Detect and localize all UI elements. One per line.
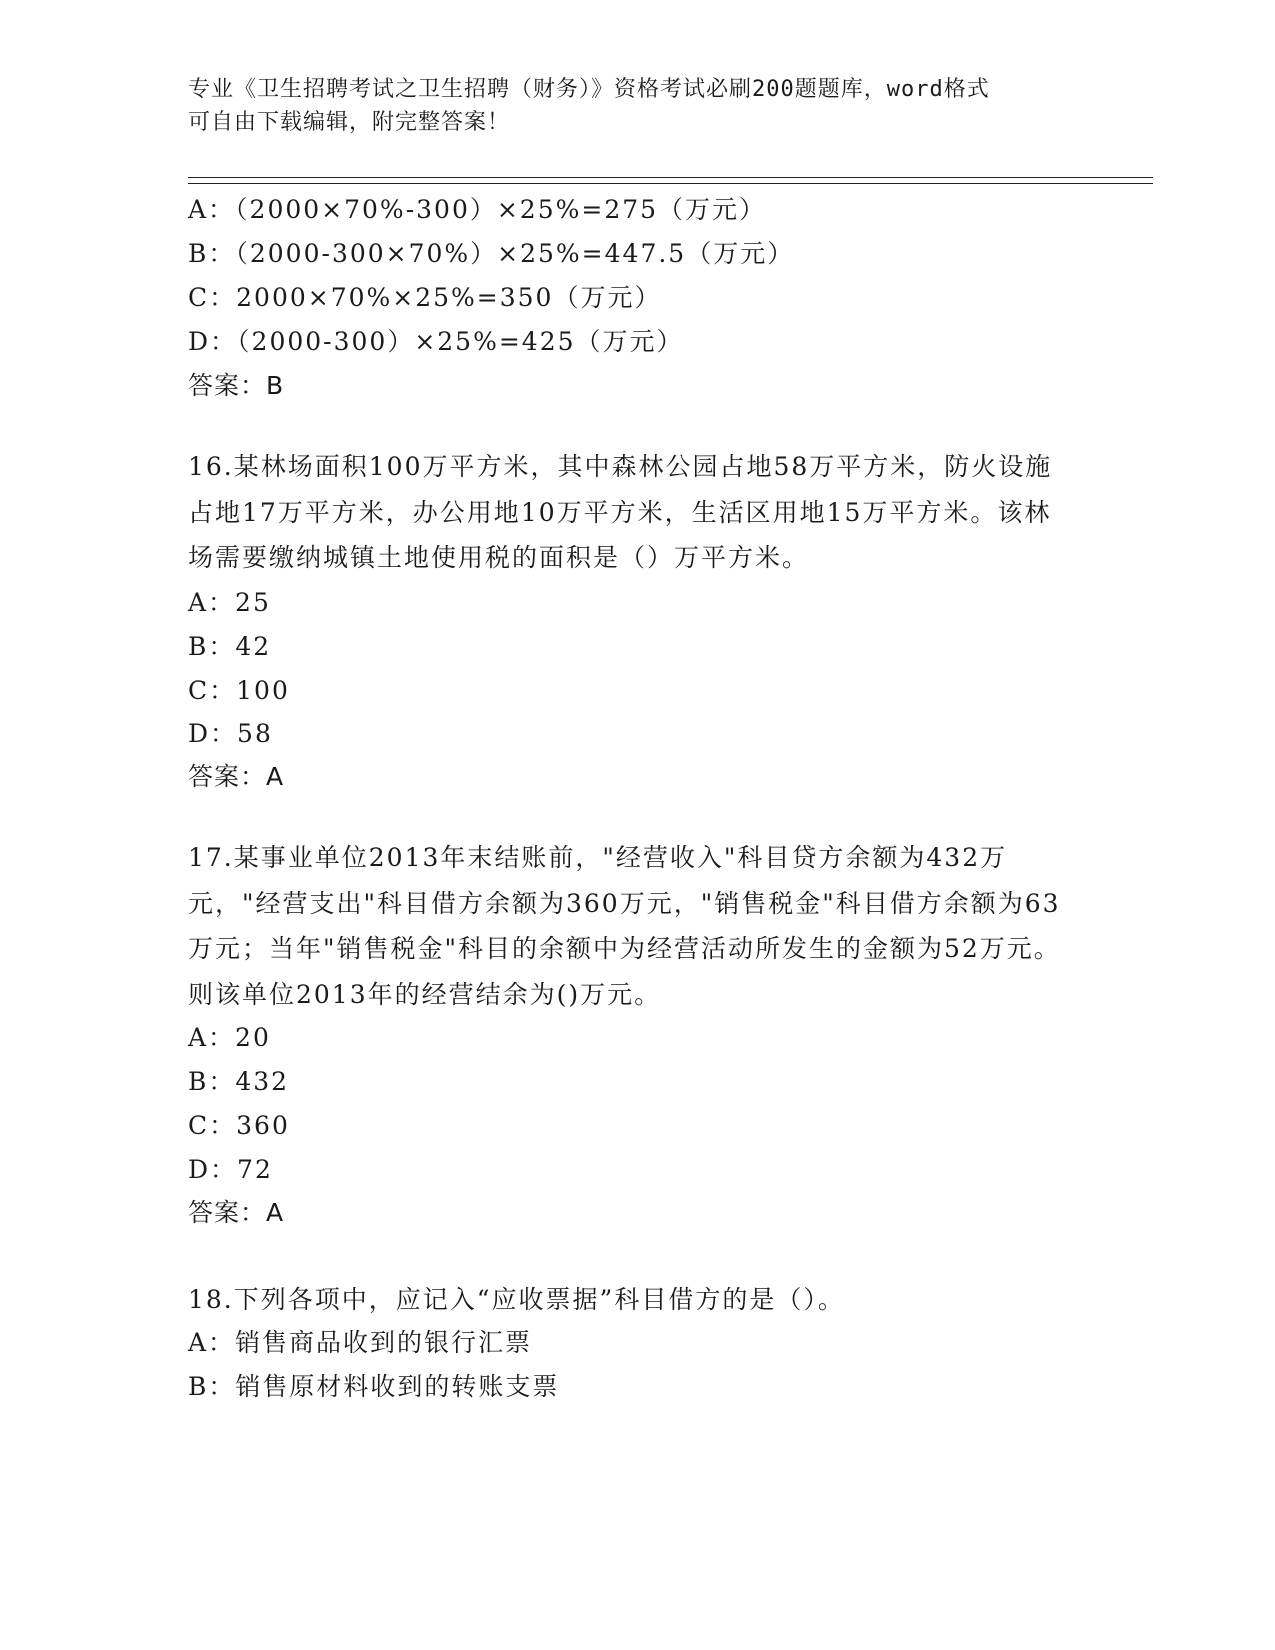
q17-option-b: B：432 (188, 1067, 290, 1096)
q18-stem: 18.下列各项中，应记入“应收票据”科目借方的是（）。 (188, 1285, 845, 1314)
q16-option-b: B：42 (188, 632, 272, 661)
q17-stem: 17.某事业单位2013年末结账前，"经营收入"科目贷方余额为432万元，"经营支出"科目借方余额为360万元，"销售税金"科目借方余额为63万元；当年"销售税金"科目的余额中为经营活动所发生的金额为52万元。则该单位2013年的经营结余为()万元。 (188, 843, 1061, 1009)
q16-stem: 16.某林场面积100万平方米，其中森林公园占地58万平方米，防火设施占地17万平方米，办公用地10万平方米，生活区用地15万平方米。该林场需要缴纳城镇土地使用税的面积是（）万平方米。 (188, 452, 1053, 572)
q16-option-d: D：58 (188, 719, 273, 748)
q17-answer: 答案：A (188, 1198, 285, 1227)
q17-option-c: C：360 (188, 1111, 290, 1140)
q17-option-a: A：20 (188, 1023, 271, 1052)
header-rule-bottom (188, 183, 1153, 184)
q15-option-d: D：（2000-300）×25%=425（万元） (188, 327, 684, 356)
q15-answer: 答案：B (188, 371, 285, 400)
q15-option-c: C：2000×70%×25%=350（万元） (188, 283, 662, 312)
header-line-1: 专业《卫生招聘考试之卫生招聘（财务）》资格考试必刷200题题库，word格式 (188, 77, 990, 102)
q17-option-d: D：72 (188, 1155, 273, 1184)
q18-option-b: B：销售原材料收到的转账支票 (188, 1372, 560, 1401)
q15-option-b: B：（2000-300×70%）×25%=447.5（万元） (188, 239, 795, 268)
document-header (188, 73, 1088, 139)
q16-option-c: C：100 (188, 676, 290, 705)
q16-option-a: A：25 (188, 588, 271, 617)
q18-option-a: A：销售商品收到的银行汇票 (188, 1328, 533, 1357)
q16-answer: 答案：A (188, 762, 285, 791)
header-line-2: 可自由下载编辑，附完整答案！ (188, 110, 511, 135)
header-rule-top (188, 177, 1153, 178)
q15-option-a: A：（2000×70%-300）×25%=275（万元） (188, 195, 767, 224)
